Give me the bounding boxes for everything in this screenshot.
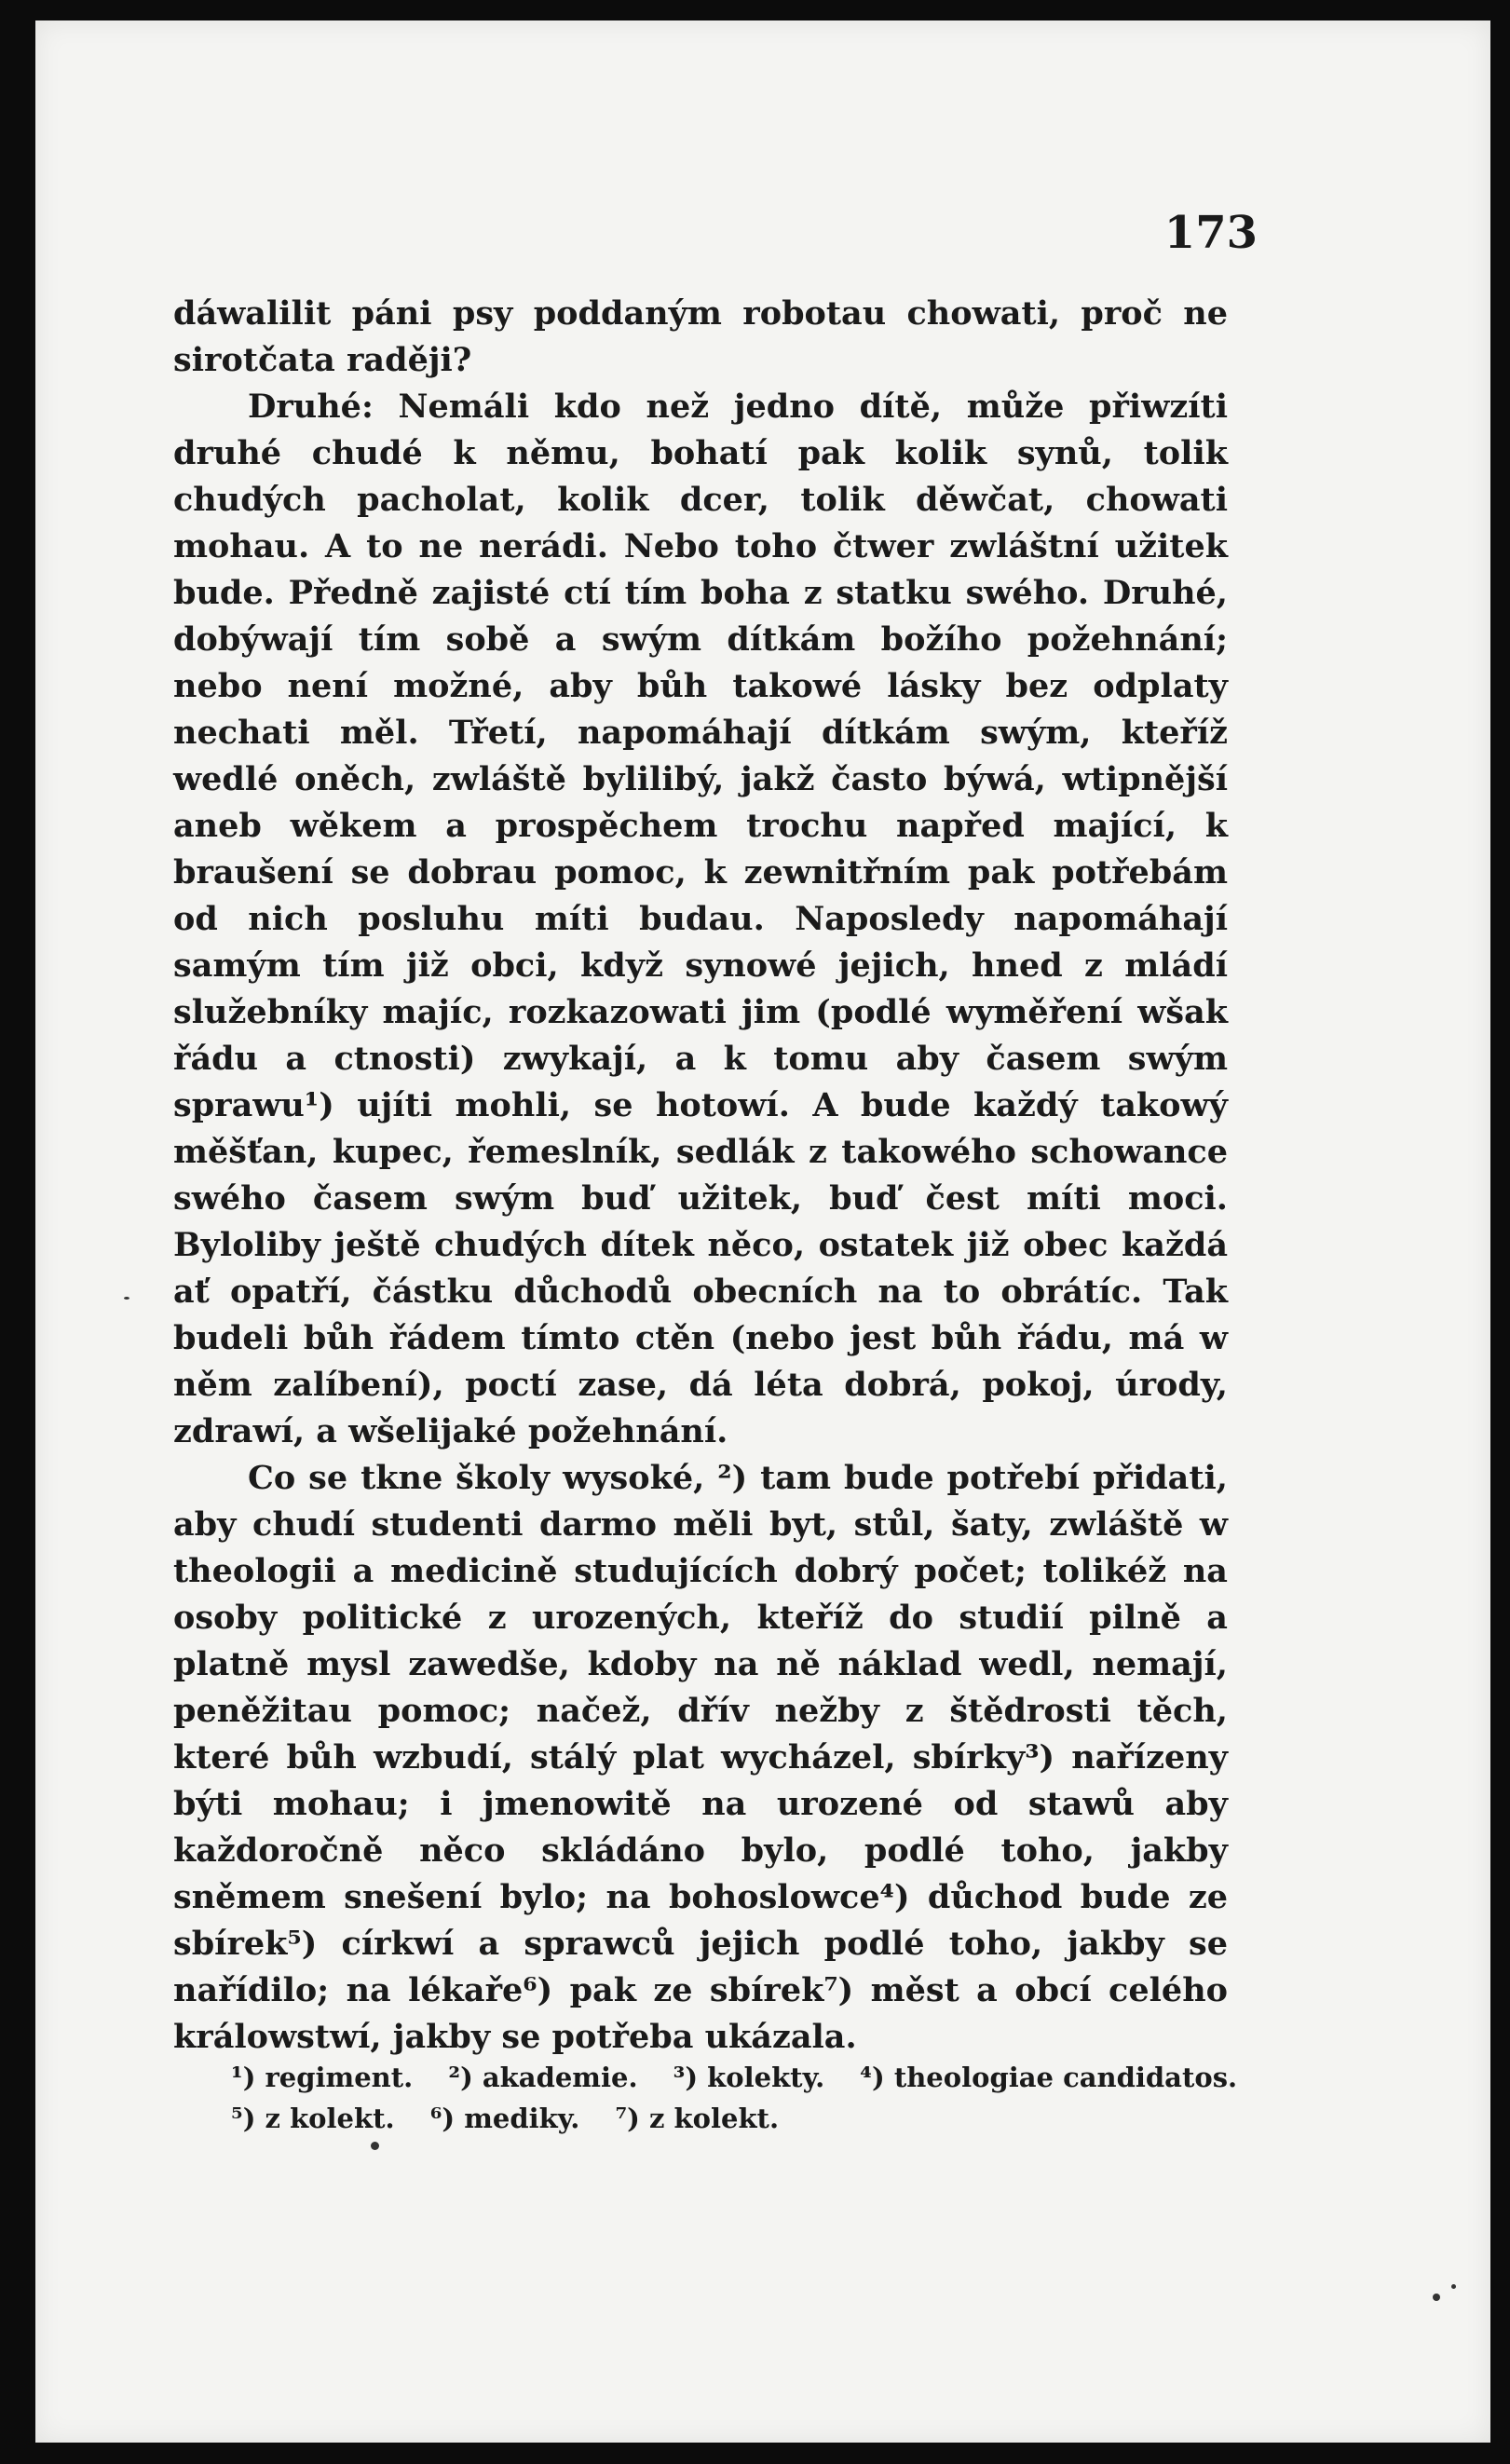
- speck: [1433, 2294, 1440, 2301]
- footnote-2: ²) akademie.: [448, 2062, 638, 2093]
- paragraph-3: Co se tkne školy wysoké, ²) tam bude potřebí přidati, aby chudí studenti darmo měli byt, stůl, šaty, zwláště w theologii a medicině studujících dobrý počet; tolikéž na osoby politické z urozených, kteříž do studií pilně a platně mysl zawedše, kdoby na ně náklad wedl, nemají, peněžitau pomoc; načež, dřív nežby z štědrosti těch, které bůh wzbudí, stálý plat wycházel, sbírky³) nařízeny býti mohau; i jmenowitě na urozené od stawů aby každoročně něco skládáno bylo, podlé toho, jakby sněmem snešení bylo; na bohoslowce⁴) důchod bude ze sbírek⁵) církwí a sprawců jejich podlé toho, jakby se nařídilo; na lékaře⁶) pak ze sbírek⁷) měst a obcí celého králowstwí, jakby se potřeba ukázala.: [173, 1459, 1228, 2056]
- book-page: [35, 20, 1490, 2443]
- paragraph-2: Druhé: Nemáli kdo než jedno dítě, může přiwzíti druhé chudé k němu, bohatí pak kolik synů, tolik chudých pacholat, kolik dcer, tolik děwčat, chowati mohau. A to ne nerádi. Nebo toho čtwer zwláštní užitek bude. Předně zajisté ctí tím boha z statku swého. Druhé, dobýwají tím sobě a swým dítkám božího požehnání; nebo není možné, aby bůh takowé lásky bez odplaty nechati měl. Třetí, napomáhají dítkám swým, kteříž wedlé oněch, zwláště bylilibý, jakž často býwá, wtipnější aneb wěkem a prospěchem trochu napřed mající, k braušení se dobrau pomoc, k zewnitřním pak potřebám od nich posluhu míti budau. Naposledy napomáhají samým tím již obci, když synowé jejich, hned z mládí služebníky majíc, rozkazowati jim (podlé wyměření wšak řádu a ctnosti) zwykají, a k tomu aby časem swým sprawu¹) ujíti mohli, se hotowí. A bude každý takowý měšťan, kupec, řemeslník, sedlák z takowého schowance swého časem swým buď užitek, buď čest míti moci. Byloliby ještě chudých dítek něco, ostatek již obec každá ať opatří, částku důchodů obecních na to obrátíc. Tak budeli bůh řádem tímto ctěn (nebo jest bůh řádu, má w něm zalíbení), poctí zase, dá léta dobrá, pokoj, úrody, zdrawí, a wšelijaké požehnání.: [173, 388, 1228, 1450]
- footnote-3: ³) kolekty.: [673, 2062, 825, 2093]
- speck: [124, 1297, 129, 1300]
- footnote-6: ⁶) mediky.: [429, 2103, 580, 2134]
- speck: [1451, 2284, 1456, 2289]
- footnote-1: ¹) regiment.: [231, 2062, 414, 2093]
- footnote-7: ⁷) z kolekt.: [615, 2103, 780, 2134]
- main-text: [173, 291, 1228, 2061]
- page-number: 173: [1163, 207, 1258, 259]
- footnote-5: ⁵) z kolekt.: [231, 2103, 395, 2134]
- speck: [371, 2142, 379, 2150]
- footnote-line-2: [231, 2098, 1228, 2139]
- footnote-4: ⁴) theologiae candidatos.: [860, 2062, 1238, 2093]
- footnotes: [231, 2057, 1238, 2139]
- paragraph-1: dáwalilit páni psy poddaným robotau chowati, proč ne sirotčata raději?: [173, 294, 1228, 379]
- footnote-line-1: [231, 2057, 1238, 2098]
